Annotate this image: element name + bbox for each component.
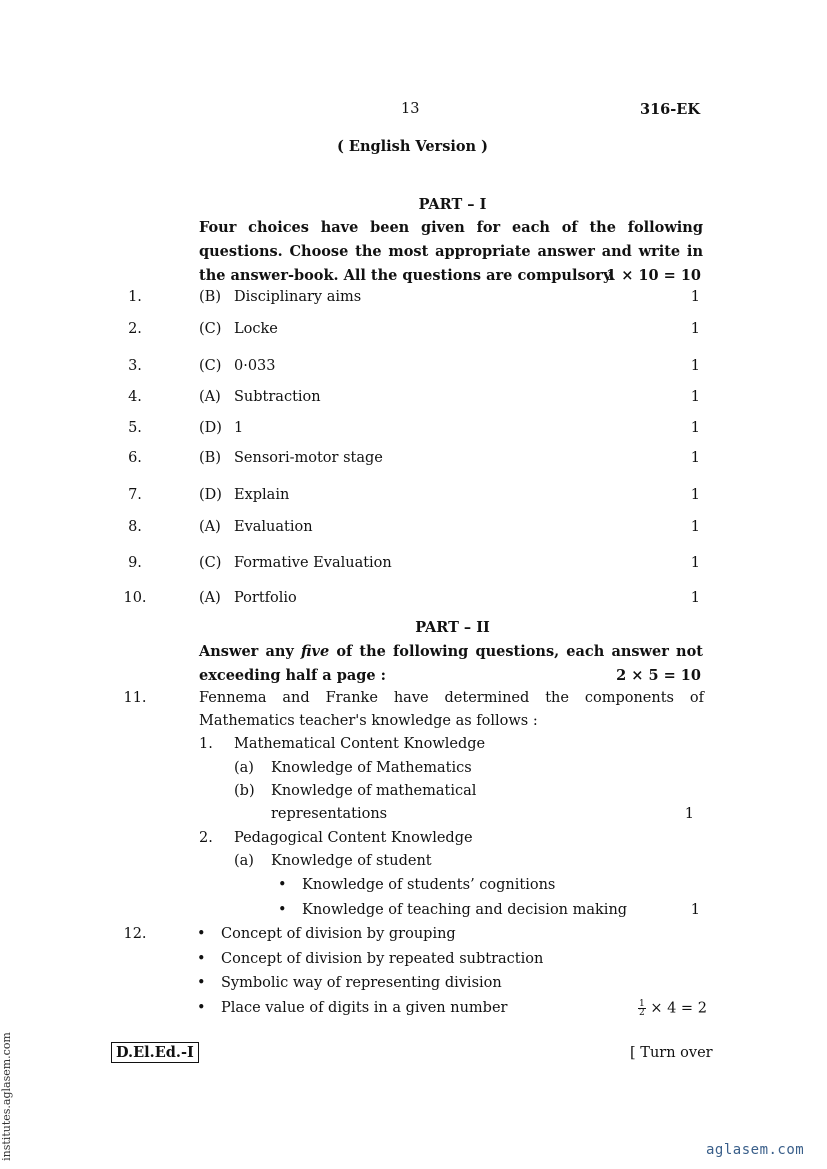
q-answer: Explain <box>234 487 290 503</box>
answer-row <box>0 487 827 509</box>
answer-row <box>0 519 827 541</box>
q11-item1-num: 1. <box>199 736 213 752</box>
answer-row <box>0 420 827 442</box>
answer-row <box>0 450 827 472</box>
q12-bullet: • Concept of division by grouping <box>221 926 456 942</box>
q11-mark1: 1 <box>684 806 694 822</box>
fraction-numerator: 1 <box>639 999 645 1009</box>
q-answer: Disciplinary aims <box>234 289 362 305</box>
q12-marks <box>638 1000 707 1017</box>
q-mark: 1 <box>690 487 700 503</box>
q-answer: Locke <box>234 321 278 337</box>
q11-item1a-label: (a) <box>234 760 254 776</box>
instruction-text: exceeding half a page : <box>199 667 386 684</box>
watermark-side: institutes.aglasem.com <box>0 1032 13 1161</box>
q-answer: 1 <box>234 420 244 436</box>
answer-row <box>0 590 827 612</box>
q-number: 9. <box>128 555 142 571</box>
q-number: 10. <box>123 590 147 606</box>
page-number: 13 <box>401 101 420 117</box>
q11-item1a: Knowledge of Mathematics <box>271 760 472 776</box>
q12-marks-text: × 4 = 2 <box>650 1000 707 1017</box>
answer-row <box>0 289 827 311</box>
answer-row <box>0 389 827 411</box>
q-mark: 1 <box>690 420 700 436</box>
part2-title: PART – II <box>415 619 490 636</box>
part1-instruction-text: the answer-book. All the questions are compulsory. <box>199 267 615 284</box>
q-mark: 1 <box>690 555 700 571</box>
q12-bullet: • Symbolic way of representing division <box>221 975 502 991</box>
q11-item2-num: 2. <box>199 830 213 846</box>
turn-over: [ Turn over <box>630 1045 713 1061</box>
q11-item1b-label: (b) <box>234 783 255 799</box>
q11-item2a: Knowledge of student <box>271 853 432 869</box>
version-heading: ( English Version ) <box>337 138 488 155</box>
answer-row <box>0 321 827 343</box>
q-answer: Portfolio <box>234 590 297 606</box>
q-option: (A) <box>199 519 221 535</box>
q-option: (C) <box>199 321 222 337</box>
q12-bullet: • Concept of division by repeated subtraction <box>221 951 543 967</box>
q11-mark2: 1 <box>690 902 700 918</box>
q-number: 4. <box>128 389 142 405</box>
watermark-bottom: aglasem.com <box>706 1142 805 1158</box>
q-mark: 1 <box>690 519 700 535</box>
instruction-text: of the following questions, each answer not <box>336 643 703 660</box>
instruction-text: Answer any <box>199 643 294 660</box>
q-answer: Formative Evaluation <box>234 555 392 571</box>
q-mark: 1 <box>690 590 700 606</box>
q-number: 2. <box>128 321 142 337</box>
q-number: 1. <box>128 289 142 305</box>
q-answer: Sensori-motor stage <box>234 450 383 466</box>
instruction-emphasis: five <box>300 643 330 660</box>
q11-item2: Pedagogical Content Knowledge <box>234 830 473 846</box>
q-option: (C) <box>199 555 222 571</box>
part2-instruction-line1 <box>199 640 703 664</box>
q-answer: Subtraction <box>234 389 321 405</box>
q-mark: 1 <box>690 389 700 405</box>
q12-bullet: • Place value of digits in a given number <box>221 1000 507 1016</box>
q11-item1b-line2: representations <box>271 806 388 822</box>
part1-title: PART – I <box>418 196 487 213</box>
q-mark: 1 <box>690 321 700 337</box>
part2-marks: 2 × 5 = 10 <box>616 667 701 684</box>
q11-line2: Mathematics teacher's knowledge as follows : <box>199 713 538 729</box>
q-option: (B) <box>199 289 221 305</box>
q-option: (D) <box>199 420 222 436</box>
q-option: (B) <box>199 450 221 466</box>
q-answer: 0·033 <box>234 358 276 374</box>
q-number: 7. <box>128 487 142 503</box>
q11-line1: Fennema and Franke have determined the components of <box>199 690 704 706</box>
q11-item1: Mathematical Content Knowledge <box>234 736 486 752</box>
fraction-denominator: 2 <box>639 1008 645 1018</box>
q11-number: 11. <box>123 690 147 706</box>
paper-code: 316-EK <box>640 101 700 118</box>
q11-bullet2: • Knowledge of teaching and decision making <box>302 902 627 918</box>
q12-number: 12. <box>123 926 147 942</box>
answer-row <box>0 358 827 380</box>
q-number: 6. <box>128 450 142 466</box>
q-answer: Evaluation <box>234 519 313 535</box>
q11-bullet1: • Knowledge of students’ cognitions <box>302 877 555 893</box>
part1-instruction-line2: questions. Choose the most appropriate answer and write in <box>199 243 703 260</box>
q-option: (D) <box>199 487 222 503</box>
q-number: 5. <box>128 420 142 436</box>
course-code-box: D.El.Ed.-I <box>111 1042 199 1063</box>
q-number: 3. <box>128 358 142 374</box>
half-fraction <box>638 1000 646 1017</box>
q11-item2a-label: (a) <box>234 853 254 869</box>
part1-marks: 1 × 10 = 10 <box>606 267 701 284</box>
answer-row <box>0 555 827 577</box>
q-mark: 1 <box>690 289 700 305</box>
part2-instruction-line2 <box>199 664 703 688</box>
part1-instruction-line1: Four choices have been given for each of the following <box>199 219 703 236</box>
q11-item1b-line1: Knowledge of mathematical <box>271 783 477 799</box>
q-number: 8. <box>128 519 142 535</box>
q-option: (A) <box>199 389 221 405</box>
part1-instruction-line3 <box>199 264 703 288</box>
q-mark: 1 <box>690 450 700 466</box>
q-option: (A) <box>199 590 221 606</box>
q-option: (C) <box>199 358 222 374</box>
q-mark: 1 <box>690 358 700 374</box>
